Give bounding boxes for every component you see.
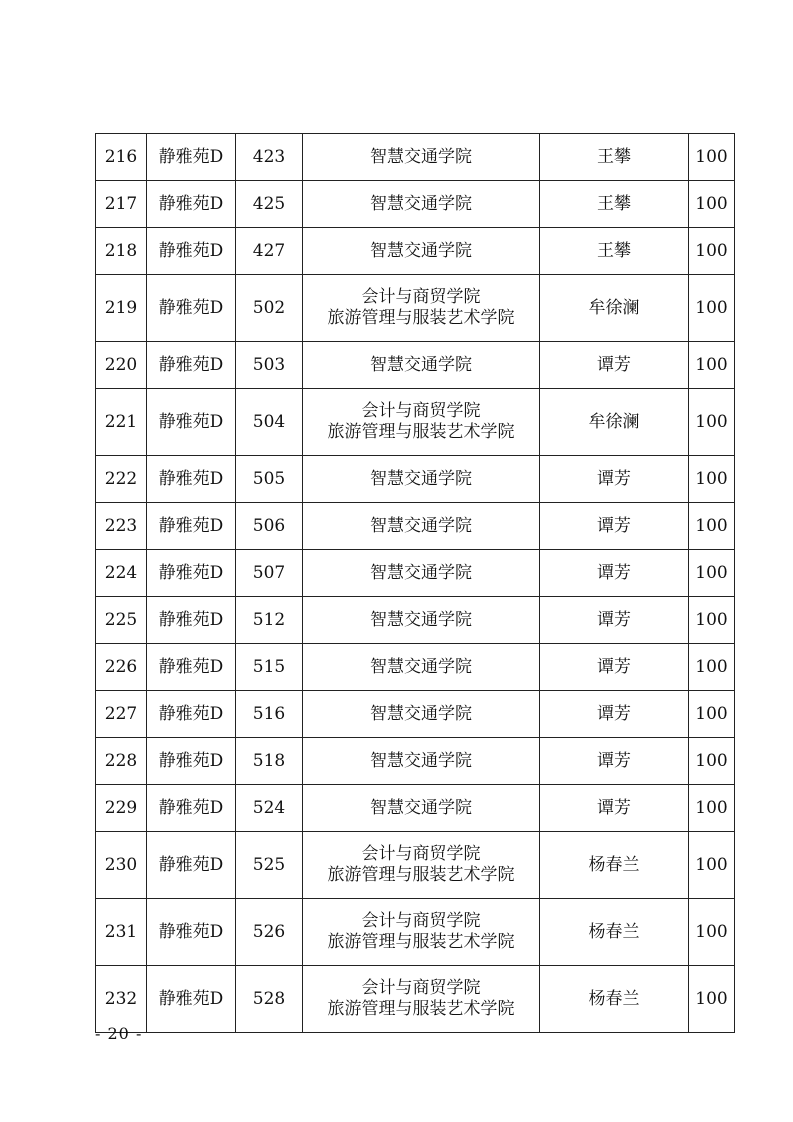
- room-cell: 504: [236, 389, 303, 456]
- college-cell: [303, 966, 540, 1033]
- college-cell: [303, 785, 540, 832]
- score-cell: 100: [689, 597, 735, 644]
- person-cell: 谭芳: [540, 550, 689, 597]
- college-name: 智慧交通学院: [370, 240, 472, 261]
- college-cell: [303, 644, 540, 691]
- room-cell: 524: [236, 785, 303, 832]
- table-row: [96, 134, 735, 181]
- room-cell: 512: [236, 597, 303, 644]
- score-cell: 100: [689, 899, 735, 966]
- room-cell: 525: [236, 832, 303, 899]
- score-cell: 100: [689, 275, 735, 342]
- page-number: - 20 -: [95, 1024, 143, 1043]
- person-cell: 谭芳: [540, 597, 689, 644]
- person-cell: 牟徐澜: [540, 275, 689, 342]
- building-cell: 静雅苑D: [147, 966, 236, 1033]
- building-cell: 静雅苑D: [147, 181, 236, 228]
- college-name: 智慧交通学院: [370, 609, 472, 630]
- college-name: 智慧交通学院: [370, 750, 472, 771]
- college-cell: [303, 456, 540, 503]
- table-row: [96, 228, 735, 275]
- room-cell: 505: [236, 456, 303, 503]
- college-cell: [303, 342, 540, 389]
- row-number-cell: 227: [96, 691, 147, 738]
- college-name: 会计与商贸学院: [361, 911, 481, 931]
- college-name: 智慧交通学院: [370, 656, 472, 677]
- college-cell: [303, 503, 540, 550]
- college-name: 智慧交通学院: [370, 468, 472, 489]
- building-cell: 静雅苑D: [147, 550, 236, 597]
- score-cell: 100: [689, 503, 735, 550]
- row-number-cell: 231: [96, 899, 147, 966]
- building-cell: 静雅苑D: [147, 738, 236, 785]
- row-number-cell: 221: [96, 389, 147, 456]
- row-number-cell: 232: [96, 966, 147, 1033]
- college-name: 旅游管理与服装艺术学院: [327, 865, 515, 885]
- college-cell: [303, 597, 540, 644]
- table-row: [96, 389, 735, 456]
- building-cell: 静雅苑D: [147, 456, 236, 503]
- person-cell: 谭芳: [540, 342, 689, 389]
- college-name: 旅游管理与服装艺术学院: [327, 932, 515, 952]
- room-cell: 516: [236, 691, 303, 738]
- score-cell: 100: [689, 691, 735, 738]
- row-number-cell: 220: [96, 342, 147, 389]
- table-row: [96, 899, 735, 966]
- room-cell: 528: [236, 966, 303, 1033]
- college-cell: [303, 738, 540, 785]
- college-name: 会计与商贸学院: [361, 401, 481, 421]
- row-number-cell: 217: [96, 181, 147, 228]
- row-number-cell: 225: [96, 597, 147, 644]
- room-cell: 526: [236, 899, 303, 966]
- college-cell: [303, 275, 540, 342]
- room-cell: 518: [236, 738, 303, 785]
- room-cell: 506: [236, 503, 303, 550]
- table-row: [96, 456, 735, 503]
- score-cell: 100: [689, 456, 735, 503]
- building-cell: 静雅苑D: [147, 228, 236, 275]
- college-cell: [303, 389, 540, 456]
- row-number-cell: 226: [96, 644, 147, 691]
- score-cell: 100: [689, 228, 735, 275]
- building-cell: 静雅苑D: [147, 785, 236, 832]
- score-cell: 100: [689, 181, 735, 228]
- person-cell: 王攀: [540, 134, 689, 181]
- score-cell: 100: [689, 738, 735, 785]
- table-row: [96, 503, 735, 550]
- building-cell: 静雅苑D: [147, 899, 236, 966]
- college-cell: [303, 228, 540, 275]
- college-cell: [303, 691, 540, 738]
- room-cell: 423: [236, 134, 303, 181]
- college-name: 会计与商贸学院: [361, 844, 481, 864]
- person-cell: 杨春兰: [540, 899, 689, 966]
- score-cell: 100: [689, 342, 735, 389]
- building-cell: 静雅苑D: [147, 275, 236, 342]
- building-cell: 静雅苑D: [147, 644, 236, 691]
- row-number-cell: 222: [96, 456, 147, 503]
- row-number-cell: 228: [96, 738, 147, 785]
- person-cell: 谭芳: [540, 691, 689, 738]
- college-cell: [303, 899, 540, 966]
- person-cell: 王攀: [540, 228, 689, 275]
- score-cell: 100: [689, 644, 735, 691]
- college-cell: [303, 181, 540, 228]
- row-number-cell: 219: [96, 275, 147, 342]
- score-cell: 100: [689, 389, 735, 456]
- table-row: [96, 966, 735, 1033]
- score-cell: 100: [689, 134, 735, 181]
- row-number-cell: 216: [96, 134, 147, 181]
- college-name: 智慧交通学院: [370, 193, 472, 214]
- building-cell: 静雅苑D: [147, 389, 236, 456]
- building-cell: 静雅苑D: [147, 597, 236, 644]
- room-cell: 427: [236, 228, 303, 275]
- college-name: 旅游管理与服装艺术学院: [327, 422, 515, 442]
- college-name: 智慧交通学院: [370, 562, 472, 583]
- person-cell: 牟徐澜: [540, 389, 689, 456]
- college-name: 会计与商贸学院: [361, 287, 481, 307]
- table-row: [96, 597, 735, 644]
- table-row: [96, 342, 735, 389]
- person-cell: 谭芳: [540, 738, 689, 785]
- person-cell: 谭芳: [540, 644, 689, 691]
- row-number-cell: 229: [96, 785, 147, 832]
- college-name: 智慧交通学院: [370, 515, 472, 536]
- person-cell: 杨春兰: [540, 832, 689, 899]
- room-cell: 507: [236, 550, 303, 597]
- table-row: [96, 691, 735, 738]
- college-name: 智慧交通学院: [370, 146, 472, 167]
- college-name: 旅游管理与服装艺术学院: [327, 999, 515, 1019]
- score-cell: 100: [689, 785, 735, 832]
- college-cell: [303, 832, 540, 899]
- college-name: 智慧交通学院: [370, 703, 472, 724]
- building-cell: 静雅苑D: [147, 134, 236, 181]
- building-cell: 静雅苑D: [147, 503, 236, 550]
- dormitory-score-table: [95, 133, 735, 1033]
- score-cell: 100: [689, 966, 735, 1033]
- building-cell: 静雅苑D: [147, 342, 236, 389]
- table-row: [96, 275, 735, 342]
- table-row: [96, 738, 735, 785]
- table-row: [96, 832, 735, 899]
- person-cell: 谭芳: [540, 785, 689, 832]
- person-cell: 杨春兰: [540, 966, 689, 1033]
- person-cell: 王攀: [540, 181, 689, 228]
- score-cell: 100: [689, 832, 735, 899]
- table-row: [96, 550, 735, 597]
- table-row: [96, 785, 735, 832]
- table-row: [96, 644, 735, 691]
- college-name: 智慧交通学院: [370, 797, 472, 818]
- college-name: 会计与商贸学院: [361, 978, 481, 998]
- row-number-cell: 230: [96, 832, 147, 899]
- college-cell: [303, 134, 540, 181]
- table-row: [96, 181, 735, 228]
- building-cell: 静雅苑D: [147, 832, 236, 899]
- room-cell: 425: [236, 181, 303, 228]
- building-cell: 静雅苑D: [147, 691, 236, 738]
- table-body: [96, 134, 735, 1033]
- score-cell: 100: [689, 550, 735, 597]
- room-cell: 503: [236, 342, 303, 389]
- college-name: 智慧交通学院: [370, 354, 472, 375]
- person-cell: 谭芳: [540, 503, 689, 550]
- room-cell: 515: [236, 644, 303, 691]
- row-number-cell: 224: [96, 550, 147, 597]
- college-name: 旅游管理与服装艺术学院: [327, 308, 515, 328]
- row-number-cell: 218: [96, 228, 147, 275]
- row-number-cell: 223: [96, 503, 147, 550]
- room-cell: 502: [236, 275, 303, 342]
- person-cell: 谭芳: [540, 456, 689, 503]
- college-cell: [303, 550, 540, 597]
